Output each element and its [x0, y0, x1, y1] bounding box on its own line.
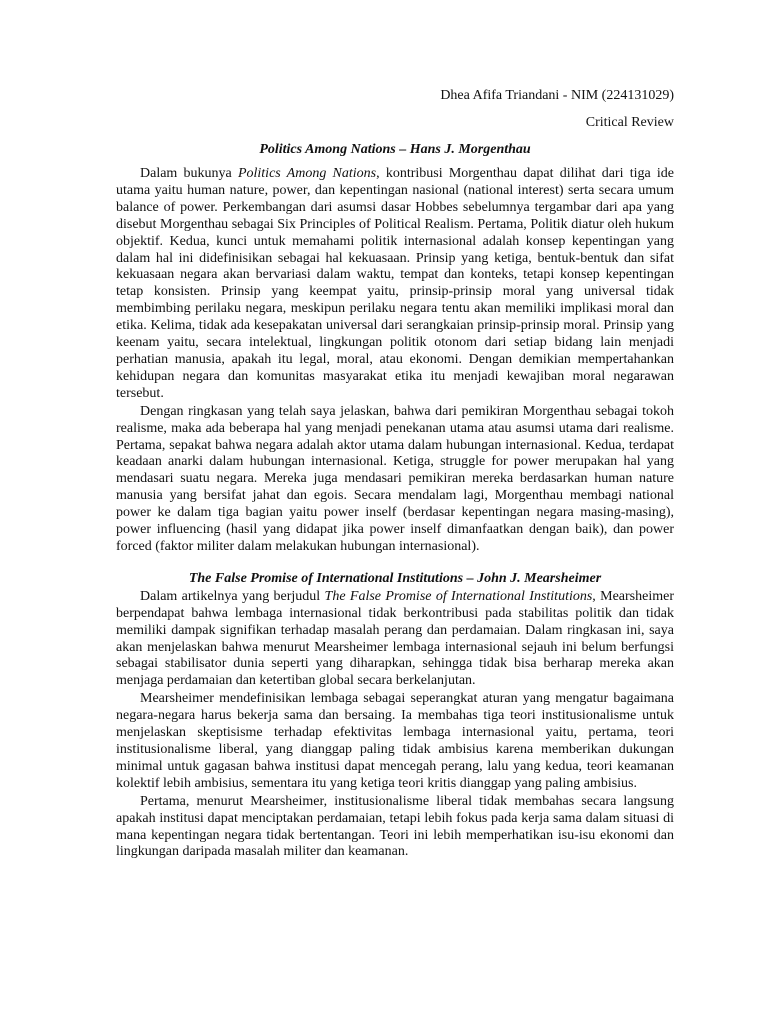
paragraph: Pertama, menurut Mearsheimer, institusionalisme liberal tidak membahas secara langsung apakah institusi dapat menciptakan perdamaian, tetapi lebih fokus pada kerja sama dalam situasi di mana kepentingan negara tidak bertentangan. Teori ini lebih memperhatikan isu-isu ekonomi dan lingkungan daripada masalah militer dan keamanan.: [116, 793, 674, 860]
section-title-mearsheimer: The False Promise of International Institutions – John J. Mearsheimer: [188, 570, 602, 586]
section-title-morgenthau: Politics Among Nations – Hans J. Morgenthau: [259, 142, 531, 157]
author-line: Dhea Afifa Triandani - NIM (224131029): [440, 88, 674, 103]
paragraph: Dalam artikelnya yang berjudul The False Promise of International Institutions, Mearsheimer berpendapat bahwa lembaga internasional tidak berkontribusi pada stabilitas politik dan tidak memiliki dampak signifikan terhadap masalah perang dan perdamaian. Dalam ringkasan ini, saya akan menjelaskan bahwa menurut Mearsheimer lembaga internasional sejauh ini belum berfungsi sebagai stabilisator dunia seperti yang diharapkan, sehingga tidak bisa berharap mereka akan menjaga perdamaian dan ketertiban global secara berkelanjutan.: [116, 588, 674, 689]
paragraph: Dalam bukunya Politics Among Nations, kontribusi Morgenthau dapat dilihat dari tiga ide utama yaitu human nature, power, dan kepentingan nasional (national interest) serta secara umum balance of power. Perkembangan dari asumsi dasar Hobbes sebelumnya tergambar dari apa yang disebut Morgenthau sebagai Six Principles of Political Realism. Pertama, Politik diatur oleh hukum objektif. Kedua, kunci untuk memahami politik internasional adalah konsep kepentingan yang dalam hal ini didefinisikan sebagai hal kekuasaan. Prinsip yang ketiga, bentuk-bentuk dan sifat kekuasaan negara akan bervariasi dalam waktu, tempat dan konteks, tetapi konsep kepentingan tetap konsisten. Prinsip yang keempat yaitu, prinsip-prinsip moral yang universal tidak membimbing perilaku negara, meskipun perilaku negara tentu akan memiliki implikasi moral dan etika. Kelima, tidak ada kesepakatan universal dari serangkaian prinsip-prinsip moral. Prinsip yang keenam yaitu, secara intelektual, lingkungan politik otonom dari setiap bidang lain menjadi perhatian manusia, apakah itu legal, moral, atau ekonomi. Dengan demikian mempertahankan kehidupan negara dan komunitas masyarakat etika itu menjadi kewajiban moral negarawan tersebut.: [116, 166, 675, 401]
article-title: The False Promise of International Institutions: [324, 588, 593, 604]
paragraph: Mearsheimer mendefinisikan lembaga sebagai seperangkat aturan yang mengatur bagaimana negara-negara harus bekerja sama dan bersaing. Ia membahas tiga teori institusionalisme untuk menjelaskan skeptisisme terhadap efektivitas lembaga internasional yaitu, pertama, teori institusionalisme liberal, yang dianggap paling tidak ambisius karena memberikan dukungan minimal untuk gagasan bahwa institusi dapat mencegah perang, lalu yang kedua, teori keamanan kolektif lebih ambisius, sementara itu yang ketiga teori kritis dianggap yang paling ambisius.: [116, 691, 674, 791]
paragraph: Dengan ringkasan yang telah saya jelaskan, bahwa dari pemikiran Morgenthau sebagai tokoh realisme, maka ada beberapa hal yang menjadi penekanan utama atau asumsi utama dari realisme. Pertama, sepakat bahwa negara adalah aktor utama dalam hubungan internasional. Kedua, terdapat keadaan anarki dalam hubungan internasional. Ketiga, struggle for power merupakan hal yang mendasari suatu negara. Mereka juga mendasari pemikiran mereka berdasarkan human nature manusia yang bersifat jahat dan egois. Secara mendalam lagi, Morgenthau membagi national power ke dalam tiga bagian yaitu power inself (berdasar kepentingan negara masing-masing), power influencing (hasil yang didapat jika power inself dimanfaatkan dengan baik), dan power forced (faktor militer dalam melakukan hubungan internasional).: [116, 403, 674, 554]
document-type: Critical Review: [585, 115, 674, 130]
book-title: Politics Among Nations: [237, 166, 377, 181]
